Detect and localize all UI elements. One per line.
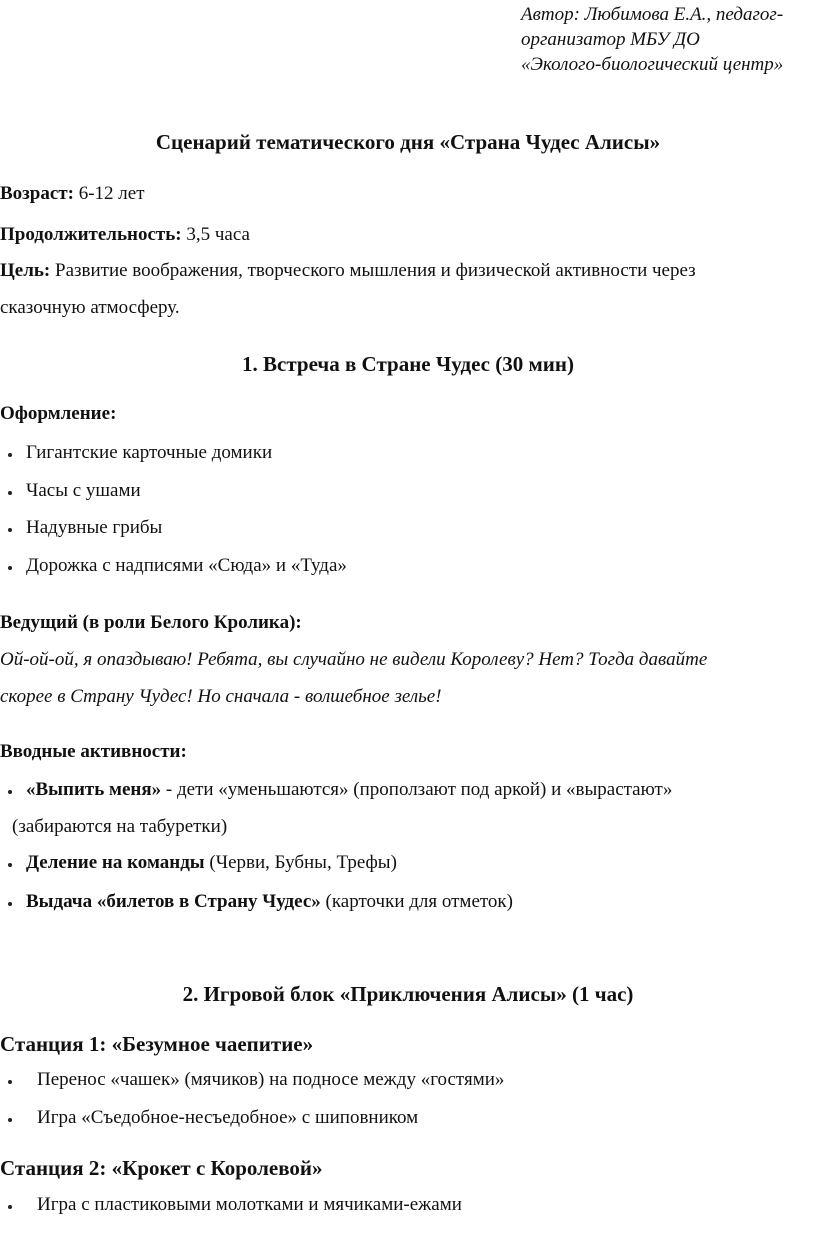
goal-label: Цель:	[0, 260, 51, 281]
duration-line	[0, 222, 250, 248]
goal-line	[0, 258, 696, 284]
list-item: Надувные грибы	[26, 517, 163, 538]
activity-desc: - дети «уменьшаются» (проползают под аркой) и «вырастают»	[161, 779, 673, 800]
age-line	[0, 181, 145, 207]
activity-title: Деление на команды	[26, 852, 205, 873]
list-item: Часы с ушами	[26, 480, 141, 501]
age-label: Возраст:	[0, 183, 74, 204]
list-item: Игра «Съедобное-несъедобное» с шиповником	[37, 1107, 419, 1128]
bullet-icon	[8, 902, 12, 906]
host-speech-cont: скорее в Страну Чудес! Но сначала - волшебное зелье!	[0, 686, 442, 707]
author-line: «Эколого-биологический центр»	[521, 54, 784, 75]
station1-title: Станция 1: «Безумное чаепитие»	[0, 1032, 314, 1056]
page-title: Сценарий тематического дня «Страна Чудес Алисы»	[155, 130, 661, 154]
bullet-icon	[8, 863, 12, 867]
list-item	[26, 777, 672, 803]
bullet-icon	[8, 528, 12, 532]
bullet-icon	[8, 491, 12, 495]
bullet-icon	[8, 566, 12, 570]
activity-title: «Выпить меня»	[26, 779, 162, 800]
list-item: Игра с пластиковыми молотками и мячиками-ежами	[37, 1194, 462, 1215]
decor-label: Оформление:	[0, 403, 117, 424]
host-speech: Ой-ой-ой, я опаздываю! Ребята, вы случайно не видели Королеву? Нет? Тогда давайте	[0, 649, 708, 670]
author-line: организатор МБУ ДО	[521, 29, 700, 50]
duration-label: Продолжительность:	[0, 224, 182, 245]
station2-title: Станция 2: «Крокет с Королевой»	[0, 1156, 323, 1180]
author-line: Автор: Любимова Е.А., педагог-	[521, 4, 784, 25]
activity-desc: (карточки для отметок)	[320, 891, 513, 912]
bullet-icon	[8, 453, 12, 457]
bullet-icon	[8, 1118, 12, 1122]
host-label: Ведущий (в роли Белого Кролика):	[0, 612, 302, 633]
list-item: Перенос «чашек» (мячиков) на подносе между «гостями»	[37, 1069, 505, 1090]
goal-line-cont: сказочную атмосферу.	[0, 297, 180, 318]
activity-desc-cont: (забираются на табуретки)	[12, 816, 228, 837]
activity-desc: (Черви, Бубны, Трефы)	[204, 852, 397, 873]
bullet-icon	[8, 1205, 12, 1209]
author-block	[521, 2, 811, 77]
age-value: 6-12 лет	[73, 183, 145, 204]
bullet-icon	[8, 790, 12, 794]
activity-title: Выдача «билетов в Страну Чудес»	[26, 891, 321, 912]
list-item: Дорожка с надписями «Сюда» и «Туда»	[26, 555, 347, 576]
bullet-icon	[8, 1080, 12, 1084]
list-item	[26, 850, 397, 876]
intro-label: Вводные активности:	[0, 741, 187, 762]
goal-value: Развитие воображения, творческого мышления и физической активности через	[50, 260, 696, 281]
list-item	[26, 889, 513, 915]
section2-heading: 2. Игровой блок «Приключения Алисы» (1 час)	[182, 982, 634, 1006]
section1-heading: 1. Встреча в Стране Чудес (30 мин)	[242, 352, 574, 376]
list-item: Гигантские карточные домики	[26, 442, 273, 463]
duration-value: 3,5 часа	[181, 224, 250, 245]
